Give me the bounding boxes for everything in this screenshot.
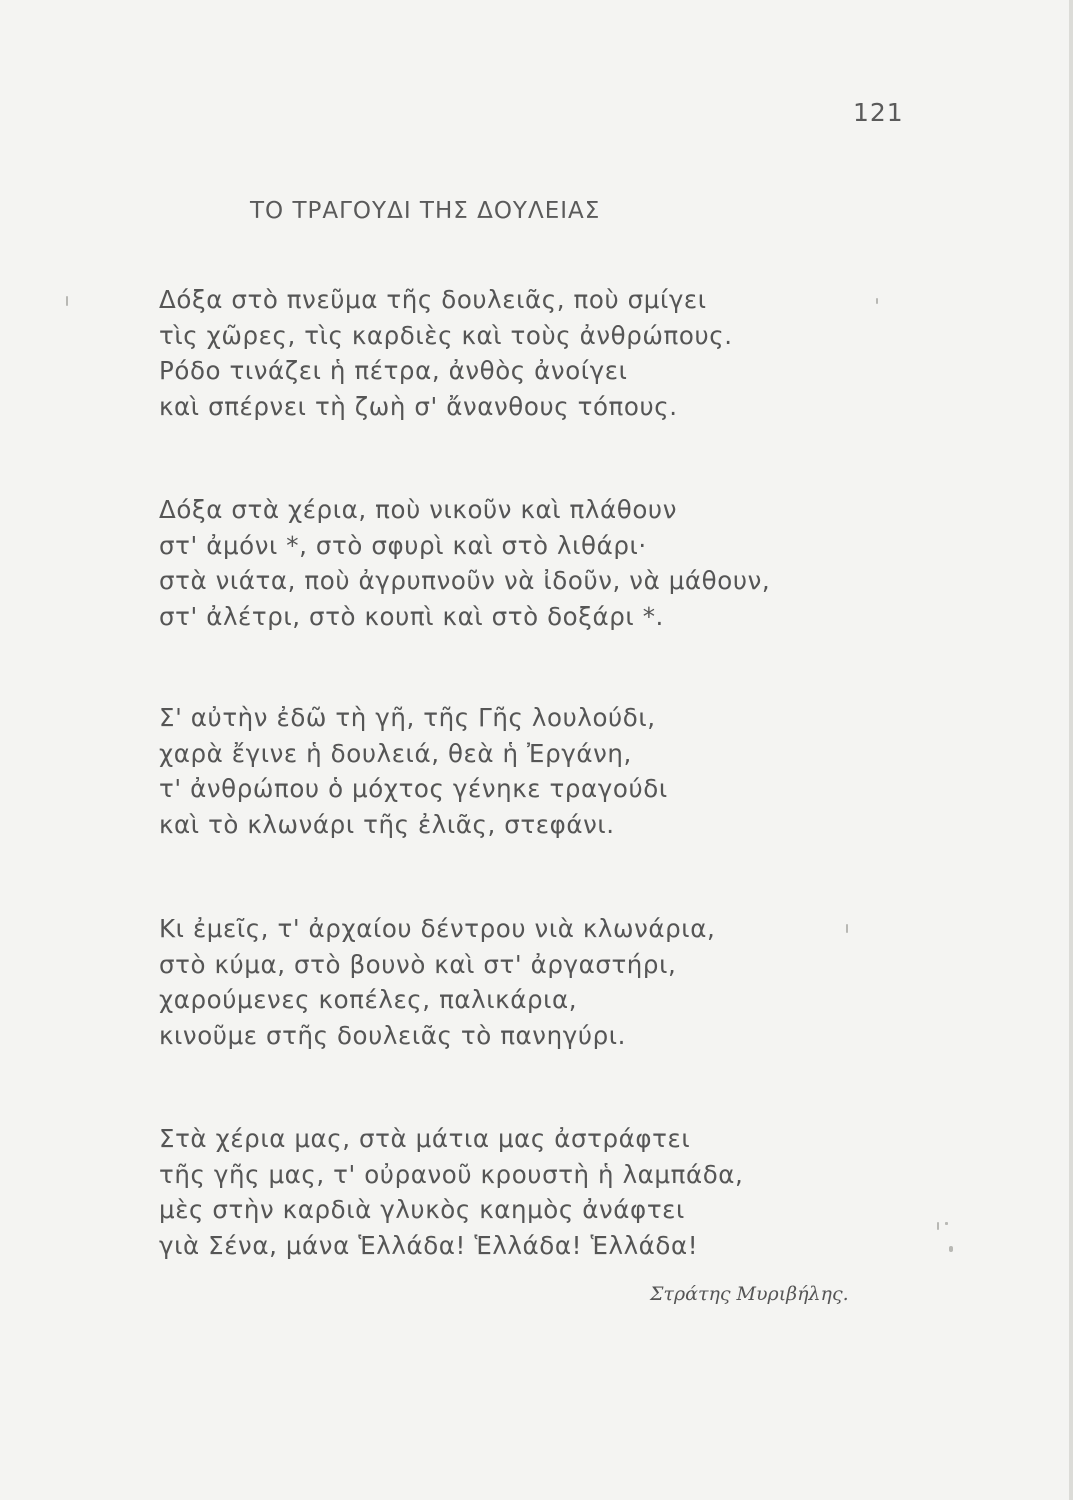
poem-line: Δόξα στὰ χέρια, ποὺ νικοῦν καὶ πλάθουν <box>159 495 677 524</box>
print-speck <box>846 924 848 933</box>
poem-line: Δόξα στὸ πνεῦμα τῆς δουλειᾶς, ποὺ σμίγει <box>159 285 707 314</box>
poem-line: Ρόδο τινάζει ἡ πέτρα, ἀνθὸς ἀνοίγει <box>159 356 628 385</box>
poem-line: γιὰ Σένα, μάνα Ἑλλάδα! Ἑλλάδα! Ἑλλάδα! <box>159 1230 699 1260</box>
stanza-2 <box>159 492 839 634</box>
poem-line: καὶ σπέρνει τὴ ζωὴ σ' ἄνανθους τόπους. <box>159 391 678 421</box>
print-speck <box>876 298 878 304</box>
poem-line: Στὰ χέρια μας, στὰ μάτια μας ἀστράφτει <box>159 1124 691 1153</box>
poem-line: καὶ τὸ κλωνάρι τῆς ἐλιᾶς, στεφάνι. <box>159 809 615 839</box>
author-signature: Στράτης Μυριβήλης. <box>650 1283 849 1305</box>
poem-line: στὸ κύμα, στὸ βουνὸ καὶ στ' ἀργαστήρι, <box>159 949 677 979</box>
poem-line: Σ' αὐτὴν ἐδῶ τὴ γῆ, τῆς Γῆς λουλούδι, <box>159 703 656 732</box>
page-edge <box>1069 0 1073 1500</box>
poem-line: τ' ἀνθρώπου ὁ μόχτος γένηκε τραγούδι <box>159 774 668 803</box>
poem-line: στ' ἀμόνι *, στὸ σφυρὶ καὶ στὸ λιθάρι· <box>159 530 647 560</box>
stanza-4 <box>159 911 839 1053</box>
poem-line: Κι ἐμεῖς, τ' ἀρχαίου δέντρου νιὰ κλωνάρια, <box>159 914 716 943</box>
poem-line: χαρούμενες κοπέλες, παλικάρια, <box>159 985 578 1014</box>
poem-title: ΤΟ ΤΡΑΓΟΥΔΙ ΤΗΣ ΔΟΥΛΕΙΑΣ <box>250 198 601 224</box>
poem-line: μὲς στὴν καρδιὰ γλυκὸς καημὸς ἀνάφτει <box>159 1195 685 1224</box>
print-speck <box>945 1222 948 1225</box>
poem-line: στ' ἀλέτρι, στὸ κουπὶ καὶ στὸ δοξάρι *. <box>159 601 664 631</box>
poem-line: στὰ νιάτα, ποὺ ἀγρυπνοῦν νὰ ἰδοῦν, νὰ μάθουν, <box>159 566 771 595</box>
page-number: 121 <box>853 98 904 127</box>
stanza-3 <box>159 700 839 842</box>
stanza-5 <box>159 1121 839 1263</box>
poem-line: τῆς γῆς μας, τ' οὐρανοῦ κρουστὴ ἡ λαμπάδα, <box>159 1159 744 1189</box>
print-speck <box>949 1246 953 1252</box>
print-speck <box>937 1222 939 1230</box>
stanza-1 <box>159 282 839 424</box>
poem-line: κινοῦμε στῆς δουλειᾶς τὸ πανηγύρι. <box>159 1020 627 1050</box>
poem-line: τὶς χῶρες, τὶς καρδιὲς καὶ τοὺς ἀνθρώπους. <box>159 320 733 350</box>
print-speck <box>66 296 68 306</box>
poem-line: χαρὰ ἔγινε ἡ δουλειά, θεὰ ἡ Ἐργάνη, <box>159 738 632 768</box>
